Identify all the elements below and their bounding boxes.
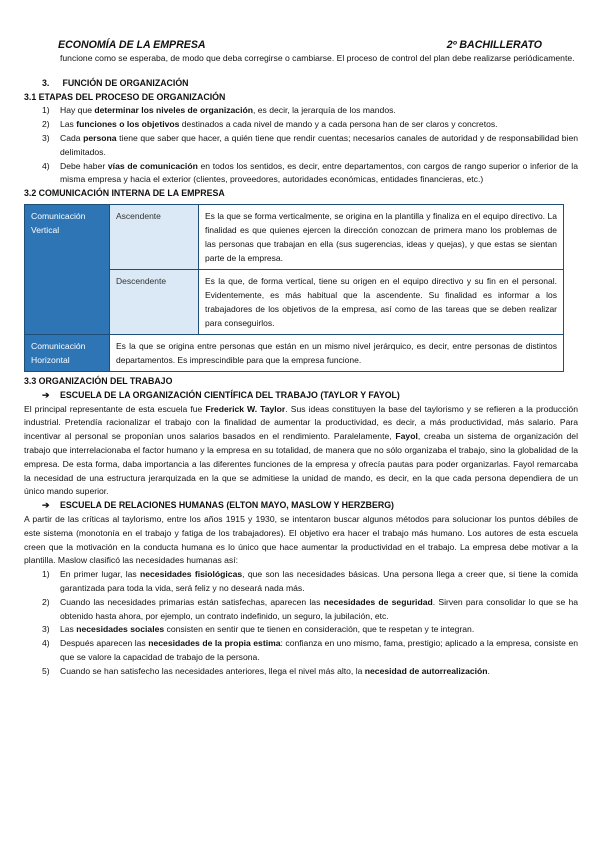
item-number: 2) (42, 119, 50, 130)
item-bold: necesidades fisiológicas (140, 569, 243, 580)
ascendente-label: Ascendente (110, 204, 199, 269)
list-item (24, 637, 578, 665)
list-item (24, 132, 578, 160)
item-text: tiene que saber que hacer, a quién tiene que rendir cuentas; necesarios canales de autoridad y de responsabilidad bien delimitados. (60, 132, 579, 157)
paragraph-text: El principal representante de esta escuela fue (24, 403, 206, 414)
header-course: 2º BACHILLERATO (446, 39, 542, 51)
item-text: , es decir, la jerarquía de los mandos. (252, 105, 396, 116)
item-text: consisten en sentir que te tienen en consideración, que te respetan y te integran. (164, 624, 475, 635)
item-text: Las (60, 119, 77, 130)
list-item (24, 665, 578, 679)
section-3-number: 3. (42, 77, 50, 88)
item-number: 1) (42, 105, 50, 116)
item-text: . (487, 665, 490, 676)
item-bold: necesidad de autorrealización (364, 665, 488, 676)
header-subject: ECONOMÍA DE LA EMPRESA (58, 39, 206, 51)
item-text: En primer lugar, las (60, 569, 140, 580)
item-text: Cuando se han satisfecho las necesidades anteriores, llega el nivel más alto, la (60, 665, 365, 676)
section-3-title: FUNCIÓN DE ORGANIZACIÓN (62, 77, 189, 88)
list-item (24, 104, 578, 118)
school-1-title: ESCUELA DE LA ORGANIZACIÓN CIENTÍFICA DEL TRABAJO (TAYLOR Y FAYOL) (60, 389, 400, 400)
horizontal-label: Comunicación Horizontal (25, 334, 110, 371)
item-bold: determinar los niveles de organización (94, 105, 253, 116)
list-item (24, 568, 578, 596)
item-text: Las (60, 624, 77, 635)
item-text: destinados a cada nivel de mando y a cada persona han de ser claros y concretos. (179, 119, 498, 130)
communication-table (24, 204, 564, 372)
item-text: Después aparecen las (60, 638, 149, 649)
item-number: 3) (42, 132, 50, 143)
list-item (24, 118, 578, 132)
item-text: Hay que (60, 105, 95, 116)
item-number: 4) (42, 638, 50, 649)
item-bold: vías de comunicación (107, 160, 198, 171)
item-text: Cuando las necesidades primarias están satisfechas, aparecen las (60, 596, 324, 607)
descendente-label: Descendente (110, 269, 199, 334)
table-row (25, 204, 564, 269)
school-1-paragraph (24, 403, 578, 500)
school-2-paragraph: A partir de las críticas al taylorismo, entre los años 1915 y 1930, se intentaron buscar algunos métodos para solucionar los puntos débiles de este sistema (monotonía en el trabajo y fatiga de los trabajadores). El objetivo era hacer el trabajo más humano. Los autores de esta escuela creen que la motivación en la conducta humana es lo único que hace aumentar la productividad en el trabajo. La empresa debe motivar a la plantilla. Maslow clasificó las necesidades humanas así: (24, 513, 578, 566)
item-bold: funciones o los objetivos (76, 119, 180, 130)
document-body (24, 52, 578, 679)
item-number: 5) (42, 665, 50, 676)
section-3-2-heading: 3.2 COMUNICACIÓN INTERNA DE LA EMPRESA (24, 188, 225, 199)
list-item (24, 160, 578, 188)
item-number: 3) (42, 624, 50, 635)
item-bold: persona (83, 132, 117, 143)
item-bold: necesidades de seguridad (323, 596, 433, 607)
ascendente-text: Es la que se forma verticalmente, se origina en la plantilla y finaliza en el equipo directivo. La finalidad es que quienes ejercen la dirección conozcan de primera mano los problemas de las personas que trabajan en ella (sus sugerencias, ideas y quejas), y que estas se sientan parte de la empresa. (199, 204, 564, 269)
horizontal-text: Es la que se origina entre personas que están en un mismo nivel jerárquico, es decir, entre personas de distintos departamentos. Es imprescindible para que la empresa funcione. (110, 334, 564, 371)
paragraph-text: , creaba un sistema de organización del trabajo que interrelacionaba el factor humano y la empresa en su totalidad, de manera que no sólo organizaba el trabajo, sino la globalidad de la empresa. De esta forma, daba importancia a las diferentes funciones de la empresa y ofrecía pautas para poder organizarlas. Fayol remarcaba la necesidad de una estructura jerarquizada en la que se admitiese la unidad de mando, es decir, en la que cada persona dependiera de un único mando superior. (24, 431, 578, 497)
stages-list (24, 104, 578, 187)
arrow-icon: ➔ (42, 500, 50, 511)
fayol-name: Fayol (395, 431, 418, 442)
page-header (58, 39, 542, 53)
section-3-heading (24, 77, 578, 91)
intro-paragraph: funcione como se esperaba, de modo que deba corregirse o cambiarse. El proceso de control del plan debe realizarse periódicamente. (60, 53, 575, 63)
paragraph-text: . Sus ideas constituyen la base del taylorismo y se refieren a la producción industrial. Pretendía racionalizar el trabajo con la finalidad de aumentar la productividad, es decir, a más productividad, más salario. Para incentivar al personal se proponían unos salarios basados en el rendimiento. Paralelamente, (24, 403, 578, 442)
table-row (25, 334, 564, 371)
item-text: Debe haber (60, 160, 108, 171)
descendente-text: Es la que, de forma vertical, tiene su origen en el equipo directivo y su fin en el personal. Evidentemente, es más habitual que la ascendente. Su finalidad es informar a los trabajadores de los objetivos de la empresa, así como de las tareas que se deben realizar para conseguirlos. (199, 269, 564, 334)
school-1-heading (24, 389, 578, 403)
needs-list (24, 568, 578, 678)
list-item (24, 596, 578, 624)
list-item (24, 623, 578, 637)
item-text: en todos los sentidos, es decir, entre departamentos, con cargos de rango superior o inferior de la misma empresa y hacia el exterior (clientes, proveedores, autoridades económicas, entidades financieras, etc.) (60, 160, 578, 185)
item-bold: necesidades sociales (76, 624, 165, 635)
vertical-label: Comunicación Vertical (25, 204, 110, 334)
school-2-title: ESCUELA DE RELACIONES HUMANAS (ELTON MAYO, MASLOW Y HERZBERG) (60, 500, 394, 511)
item-number: 2) (42, 596, 50, 607)
item-text: Cada (60, 132, 84, 143)
item-text: . Sirven para consolidar lo que se ha obtenido hasta ahora, por ejemplo, un contrato indefinido, un seguro, la jubilación, etc. (60, 596, 578, 621)
item-number: 4) (42, 160, 50, 171)
section-3-3-heading: 3.3 ORGANIZACIÓN DEL TRABAJO (24, 375, 173, 386)
item-text: , que son las necesidades básicas. Una persona llega a creer que, si tiene la comida garantizada para toda la vida, será feliz y no deseará nada más. (60, 569, 578, 593)
item-number: 1) (42, 569, 50, 580)
item-bold: necesidades de la propia estima (148, 638, 281, 649)
section-3-1-heading: 3.1 ETAPAS DEL PROCESO DE ORGANIZACIÓN (24, 91, 226, 102)
arrow-icon: ➔ (42, 389, 50, 400)
item-text: : confianza en uno mismo, fama, prestigio; aplicado a la empresa, consiste en que se valore la capacidad de trabajo de la persona. (60, 638, 579, 662)
taylor-name: Frederick W. Taylor (205, 403, 286, 414)
school-2-heading (24, 499, 578, 513)
